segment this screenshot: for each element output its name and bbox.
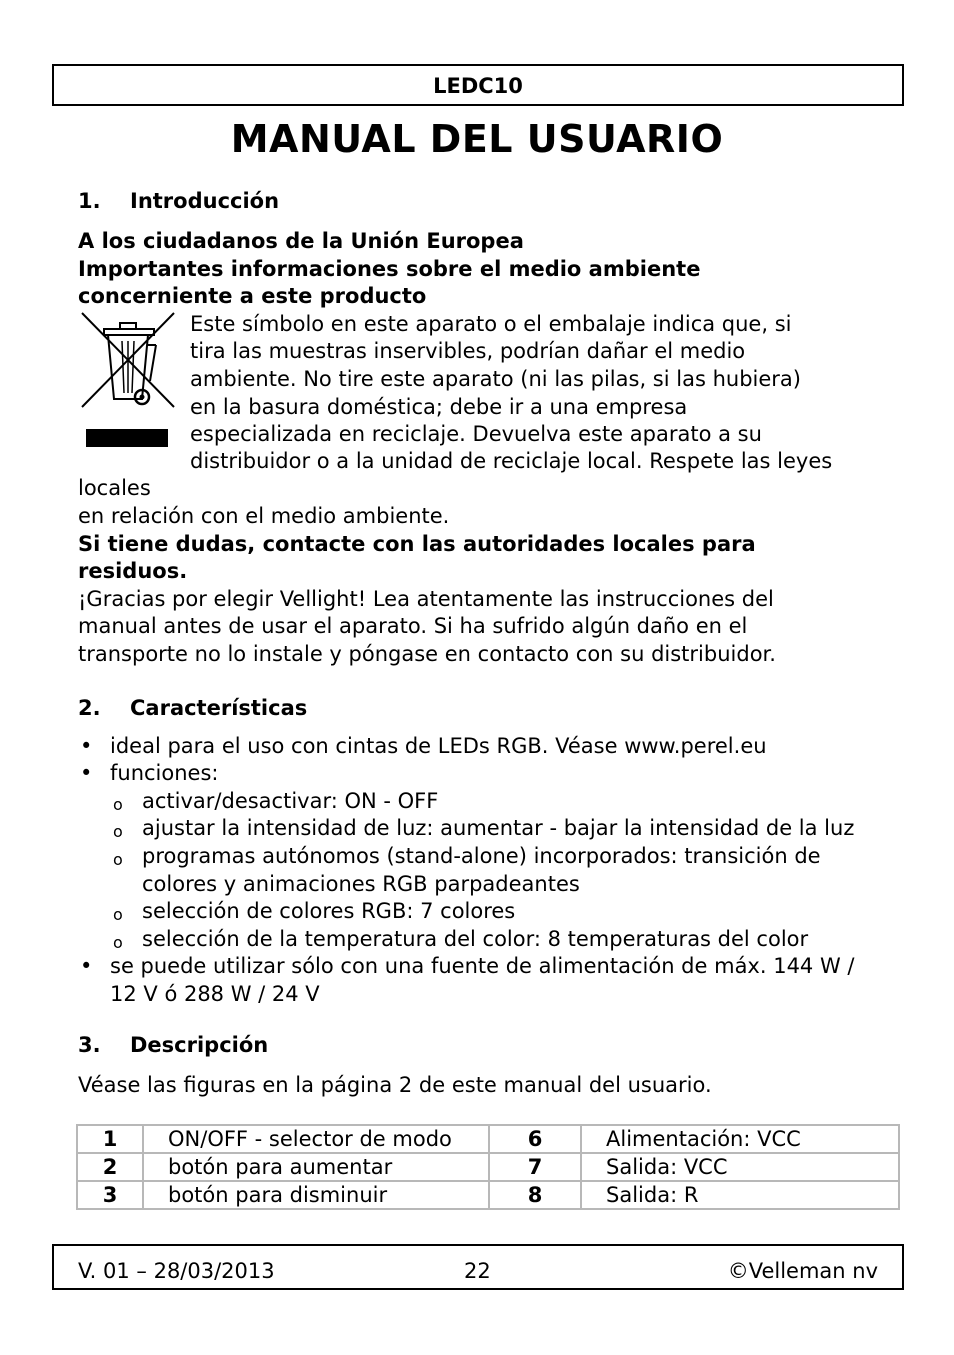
doubts-line: Si tiene dudas, contacte con las autoridades locales para (78, 531, 756, 556)
header-box (52, 64, 904, 106)
thanks-line: manual antes de usar el aparato. Si ha sufrido algún daño en el (78, 614, 748, 639)
functions-sublist (110, 788, 878, 954)
weee-text-line: tira las muestras inservibles, podrían dañar el medio (190, 339, 746, 364)
part-number: 3 (77, 1181, 143, 1209)
sub-list-item: o selección de la temperatura del color: 8 temperaturas del color (110, 926, 878, 954)
part-number: 7 (489, 1153, 581, 1181)
weee-text-line: Este símbolo en este aparato o el embalaje indica que, si (190, 311, 792, 336)
thanks-line: transporte no lo instale y póngase en contacto con su distribuidor. (78, 641, 776, 666)
weee-text-line: en la basura doméstica; debe ir a una empresa (190, 394, 688, 419)
list-item: • ideal para el uso con cintas de LEDs RGB. Véase www.perel.eu (78, 733, 878, 761)
section-1-heading (78, 186, 878, 216)
section-number: 2. (78, 695, 101, 720)
features-list (78, 733, 878, 1009)
section-number: 3. (78, 1033, 101, 1058)
section-title: Características (130, 695, 308, 720)
list-item (78, 760, 878, 953)
doubts-line: residuos. (78, 559, 188, 584)
list-item: • se puede utilizar sólo con una fuente de alimentación de máx. 144 W / 12 V ó 288 W / 24 V (78, 953, 878, 1008)
weee-text-cont: distribuidor o a la unidad de reciclaje local. Respete las leyes locales (78, 448, 833, 501)
section-3-heading (78, 1030, 878, 1060)
description-intro: Véase las figuras en la página 2 de este manual del usuario. (78, 1073, 712, 1098)
part-label: Alimentación: VCC (581, 1125, 899, 1153)
list-item-label: funciones: (110, 761, 219, 786)
section-title: Introducción (130, 189, 280, 213)
sub-list-item: o activar/desactivar: ON - OFF (110, 788, 878, 816)
sub-list-item: o ajustar la intensidad de luz: aumentar - bajar la intensidad de la luz (110, 815, 878, 843)
section-number: 1. (78, 189, 101, 213)
weee-text-line: especializada en reciclaje. Devuelva este aparato a su (190, 422, 762, 447)
footer (52, 1244, 904, 1290)
eu-line: A los ciudadanos de la Unión Europea (78, 229, 524, 253)
weee-text-line: ambiente. No tire este aparato (ni las pilas, si las hubiera) (190, 366, 801, 391)
version-label: V. 01 – 28/03/2013 (78, 1259, 275, 1283)
part-label: botón para aumentar (143, 1153, 489, 1181)
description-table (76, 1124, 900, 1210)
weee-crossed-bin-icon (78, 311, 188, 449)
copyright-label: ©Velleman nv (727, 1259, 878, 1283)
weee-text-cont: en relación con el medio ambiente. (78, 503, 450, 528)
model-label: LEDC10 (433, 74, 523, 98)
page-title: MANUAL DEL USUARIO (230, 117, 724, 161)
section-2-heading (78, 693, 878, 723)
part-label: Salida: R (581, 1181, 899, 1209)
part-label: ON/OFF - selector de modo (143, 1125, 489, 1153)
part-number: 1 (77, 1125, 143, 1153)
weee-block (78, 311, 878, 449)
part-label: botón para disminuir (143, 1181, 489, 1209)
content (78, 186, 878, 1100)
part-number: 2 (77, 1153, 143, 1181)
table-row (77, 1125, 899, 1153)
page-number: 22 (464, 1259, 491, 1283)
table-row (77, 1181, 899, 1209)
part-number: 8 (489, 1181, 581, 1209)
sub-list-item: o selección de colores RGB: 7 colores (110, 898, 878, 926)
section-title: Descripción (130, 1033, 269, 1058)
thanks-line: ¡Gracias por elegir Vellight! Lea atentamente las instrucciones del (78, 586, 774, 611)
part-label: Salida: VCC (581, 1153, 899, 1181)
table-row (77, 1153, 899, 1181)
sub-list-item: o programas autónomos (stand-alone) incorporados: transición de colores y animaciones RGB parpadeantes (110, 843, 878, 898)
eu-line: concerniente a este producto (78, 284, 427, 309)
part-number: 6 (489, 1125, 581, 1153)
eu-line: Importantes informaciones sobre el medio ambiente (78, 256, 701, 281)
